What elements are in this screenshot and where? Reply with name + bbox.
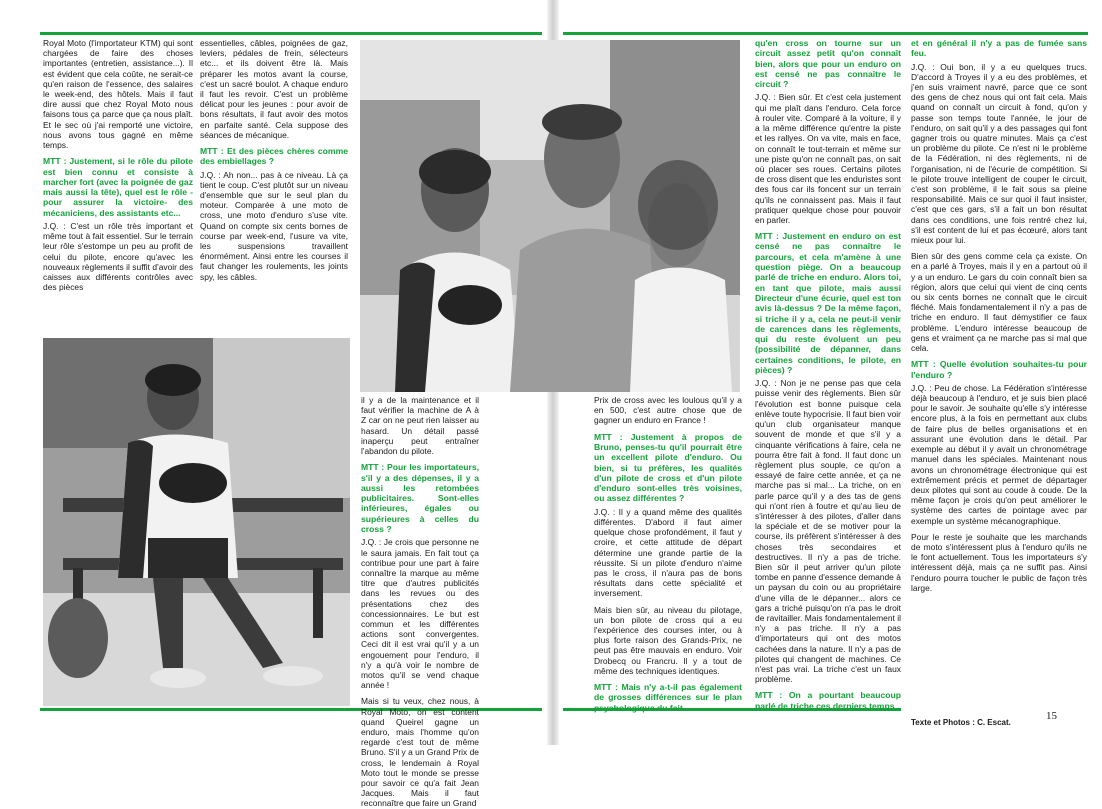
question: MTT : Justement à propos de Bruno, penses-tu qu'il pourrait être un excellent pilote d'enduro. Ou bien, si tu préfères, les qualités d'un pilote de cross et d'un pilote d'enduro sont-elles très voisines, ou assez différentes ? [594, 431, 742, 504]
left-col-2 [200, 38, 348, 330]
question: MTT : On a pourtant beaucoup parlé de triche ces derniers temps [755, 690, 901, 711]
paragraph: Prix de cross avec les loulous qu'il y a en 500, c'est autre chose que de gagner un enduro en France ! [594, 395, 742, 426]
paragraph: J.Q. : Bien sûr. Et c'est cela justement qui me plaît dans l'enduro. Cela force à rouler vite. Comparé à la voiture, il y a la même différence qu'entre la piste et les rallyes. On va vite, mais en face, on connaît le tout-terrain et même sur une piste qu'on ne connaît pas, on sait où placer ses roues. Certains pilotes de cross disent que les enduristes sont des fous car ils foncent sur un terrain qu'ils ne connaissent pas. Mais il faut pratiquer quelque chose pour pouvoir en parler. [755, 92, 901, 225]
question: MTT : Justement, si le rôle du pilote est bien connu et consiste à marcher fort (avec la poignée de gaz mais aussi la tête), quel est le rôle -pour assurer la victoire- des mécaniciens, des assistants etc... [43, 156, 193, 218]
paragraph: J.Q. : Oui bon, il y a eu quelques trucs. D'accord à Troyes il y a eu des problèmes, et j'en suis vraiment navré, parce que ce sont des gens de chez nous qui ont fait cela. Mais quand on connaît un circuit à fond, qu'on y passe son temps toute l'année, le jour de l'enduro, on sait qu'il y a des passages qui font gagner trois ou quatre minutes. Mais ça c'est un problème du pilote. Ce n'est ni le problème de la Fédération, ni des règlements, ni de l'organisation, ni de l'écurie de compétition. Si le pilote trouve intelligent de couper le circuit, c'est son problème, il le fait sous sa pleine responsabilité. Mais ce sur quoi il faut insister, c'est que ces gars, s'il a fait un bon résultat dans ces conditions, une fois rentré chez lui, s'il est content de lui et pas écœuré, alors tant mieux pour lui. [911, 61, 1087, 246]
page-number: 15 [1046, 710, 1057, 722]
paragraph: Mais bien sûr, au niveau du pilotage, un bon pilote de cross qui a eu l'expérience des courses inter, ou à plus forte raison des Grands-Prix, ne peut pas être mauvais en enduro. Voir Drobecq ou Francru. Il y a tout de même des techniques identiques. [594, 604, 742, 676]
paragraph: Pour le reste je souhaite que les marchands de moto s'intéressent plus à l'enduro qu'ils ne le font actuellement. Tous les importateurs s'y intéressent déjà, mais ça ne suffit pas. Ainsi l'enduro pourra toucher le public de façon très large. [911, 531, 1087, 593]
right-col-2 [911, 38, 1087, 710]
paragraph: J.Q. : Je crois que personne ne le saura jamais. En fait tout ça contribue pour une part à faire connaître la marque au même titre que d'autres publicités dans les revues ou des présentations chez des concessionnaires. Le but est commun et les différentes actions sont convergentes. Ceci dit il est vrai qu'il y a un engouement pour l'enduro, il n'y a qu'à voir le nombre de motos qu'il se vend chaque année ! [361, 537, 479, 691]
top-rule-left [40, 32, 542, 35]
photo-credit: Texte et Photos : C. Escat. [911, 718, 1011, 727]
paragraph: il y a de la maintenance et il faut vérifier la machine de A à Z car on ne peut rien laisser au hasard. Un détail passé inaperçu peut entraîner l'abandon du pilote. [361, 395, 479, 457]
left-col-3 [361, 395, 479, 809]
question: MTT : Mais n'y a-t-il pas également de grosses différences sur le plan psychologique du fait [594, 681, 742, 713]
paragraph: Mais si tu veux, chez nous, à Royal Moto, on est content quand Queirel gagne un enduro, mais l'homme qu'on regarde c'est tout de même Bruno. S'il y a un Grand Prix de cross, le lendemain à Royal Moto tout le monde se presse pour savoir ce qu'a fait Jean Jacques. Mais il faut reconnaître que faire un Grand [361, 696, 479, 809]
paragraph: J.Q. : Non je ne pense pas que cela puisse venir des règlements. Bien sûr l'évolution est bonne puisque cela enlève toute hypocrisie. Il faut bien voir qu'un club organisateur manque souvent de monde et que s'il y a cinquante vérifications à faire, cela ne pourra être fait à fond. Il faut donc un règlement plus souple, ce qu'on a essayé de faire cette année, et ça ne marche pas si mal... La triche, on en parle parce qu'il y a des tas de gens qui n'ont rien à foutre et qu'au lieu de s'intéresser à des pilotes, d'aller dans la spéciale et de se motiver pour la course, ils préfèrent s'intéresser à des choses très secondaires et destructives. Il n'y a pas de triche. Bien sûr il peut arriver qu'un pilote tombe en panne d'essence demande à un paysan du coin ou au propriétaire d'une villa de le dépanner... alors ce gars a triché puisqu'on n'a pas le droit de ravitailler. Mais fondamentalement il n'y a pas triche. Il n'y a pas d'importateurs qui ont des motos cachées dans la nature. Il n'y a pas de pilotes qui changent de machines. Ce n'est pas vrai. La triche c'est un faux problème. [755, 378, 901, 685]
paragraph: J.Q. : Peu de chose. La Fédération s'intéresse déjà beaucoup à l'enduro, et je suis bien placé pour le savoir. Je souhaite qu'elle s'y intéresse encore plus, à la fois en permettant aux clubs de faire plus de belles organisations et en assurant une évolution dans le détail. Par exemple au début il y avait un chronométrage manuel dans les spéciales. Maintenant nous avons un chronométrage électronique qui est extrêmement précis et permet de départager deux pilotes qui sont au coude à coude. De la même façon je crois qu'on peut améliorer le système des cartes de pointage avec par exemple un système mécanographique. [911, 382, 1087, 526]
question: et en général il n'y a pas de fumée sans feu. [911, 38, 1087, 59]
paragraph: J.Q. : Il y a quand même des qualités différentes. D'abord il faut aimer quelque chose profondément, il faut y croire, et cette attitude de départ détermine une grande partie de la réussite. Si un pilote d'enduro n'aime pas le cross, il n'aura pas de bons résultats dans cette spécialité et inversement. [594, 506, 742, 599]
riders-portrait-image [360, 40, 740, 392]
question: MTT : Justement en enduro on est censé ne pas connaître le parcours, et cela m'amène à une question piège. On a beaucoup parlé de triche en enduro. Alors toi, en tant que pilote, mais aussi Directeur d'une écurie, quel est ton avis là-dessus ? De la même façon, si triche il y a, cela ne peut-il venir de carences dans les règlements, qui du reste évoluent un peu (possibilité de dépanner, dans certaines conditions, le pilote, en pièces) ? [755, 231, 901, 375]
paragraph: essentielles, câbles, poignées de gaz, leviers, pédales de frein, sélecteurs etc... et ils doivent être là. Mais préparer les motos avant la course, c'est un sacré boulot. A chaque enduro il faut les revoir. C'est un problème délicat pour les jeunes : pour avoir de bons résultats, il faut avoir des motos en parfaite santé. Cela suppose des séances de mécanique. [200, 38, 348, 140]
right-col-1 [755, 38, 901, 711]
photo-rider-on-bench [43, 338, 350, 706]
paragraph: Royal Moto (l'importateur KTM) qui sont chargées de faire des choses importantes (entretien, assistance...). Il est évident que cela coûte, ne serait-ce qu'en raison de l'essence, des salaires le week-end, des hôtels. Mais il faut dire aussi que chez Royal Moto nous faisons tous ça parce que ça nous plaît. Et le sec où j'ai remporté une victoire, nous avons tous gagné en même temps. [43, 38, 193, 151]
paragraph: Bien sûr des gens comme cela ça existe. On en a parlé à Troyes, mais il y en a partout où il y a un enduro. Le gars du coin connaît bien sa région, alors que celui qui vient de cinq cents ou six cents bornes ne connaît que le circuit fléché. Mais fondamentalement il n'y a pas de triche en enduro. Il faut démystifier ce faux problème. L'enduro intéresse beaucoup de gens et vraiment ça ne marche pas si mal que cela. [911, 251, 1087, 354]
question: MTT : Quelle évolution souhaites-tu pour l'enduro ? [911, 359, 1087, 380]
question: qu'en cross on tourne sur un circuit assez petit qu'on connaît bien, alors que pour un enduro on est censé ne pas connaître le circuit ? [755, 38, 901, 90]
rider-on-bench-image [43, 338, 350, 706]
paragraph: J.Q. : C'est un rôle très important et même tout à fait essentiel. Sur le terrain leur rôle s'estompe un peu au profit de celui du pilote, encore qu'avec les nouveaux règlements il suffit d'avoir des caisses aux différents contrôles avec des pièces [43, 221, 193, 293]
left-col-1 [43, 38, 193, 330]
left-col-4 [485, 395, 543, 707]
top-rule-right [563, 32, 1088, 35]
paragraph: J.Q. : Ah non... pas à ce niveau. Là ça tient le coup. C'est plutôt sur un niveau d'ensemble que sur le seul plan du moteur. Comparée à une moto de cross, une moto d'enduro s'use vite. Quand on compte six cents bornes de course par week-end, l'usure va vite, les suspensions travaillent énormément. Ainsi entre les courses il faut changer les roulements, les joints spy, les câbles. [200, 169, 348, 282]
photo-riders-portrait [360, 40, 740, 392]
question: MTT : Pour les importateurs, s'il y a des dépenses, il y a aussi les retombées publicitaires. Sont-elles inférieures, égales ou supérieures à celles du cross ? [361, 462, 479, 534]
lp-col4 [594, 395, 742, 713]
question: MTT : Et des pièces chères comme des embiellages ? [200, 146, 348, 167]
